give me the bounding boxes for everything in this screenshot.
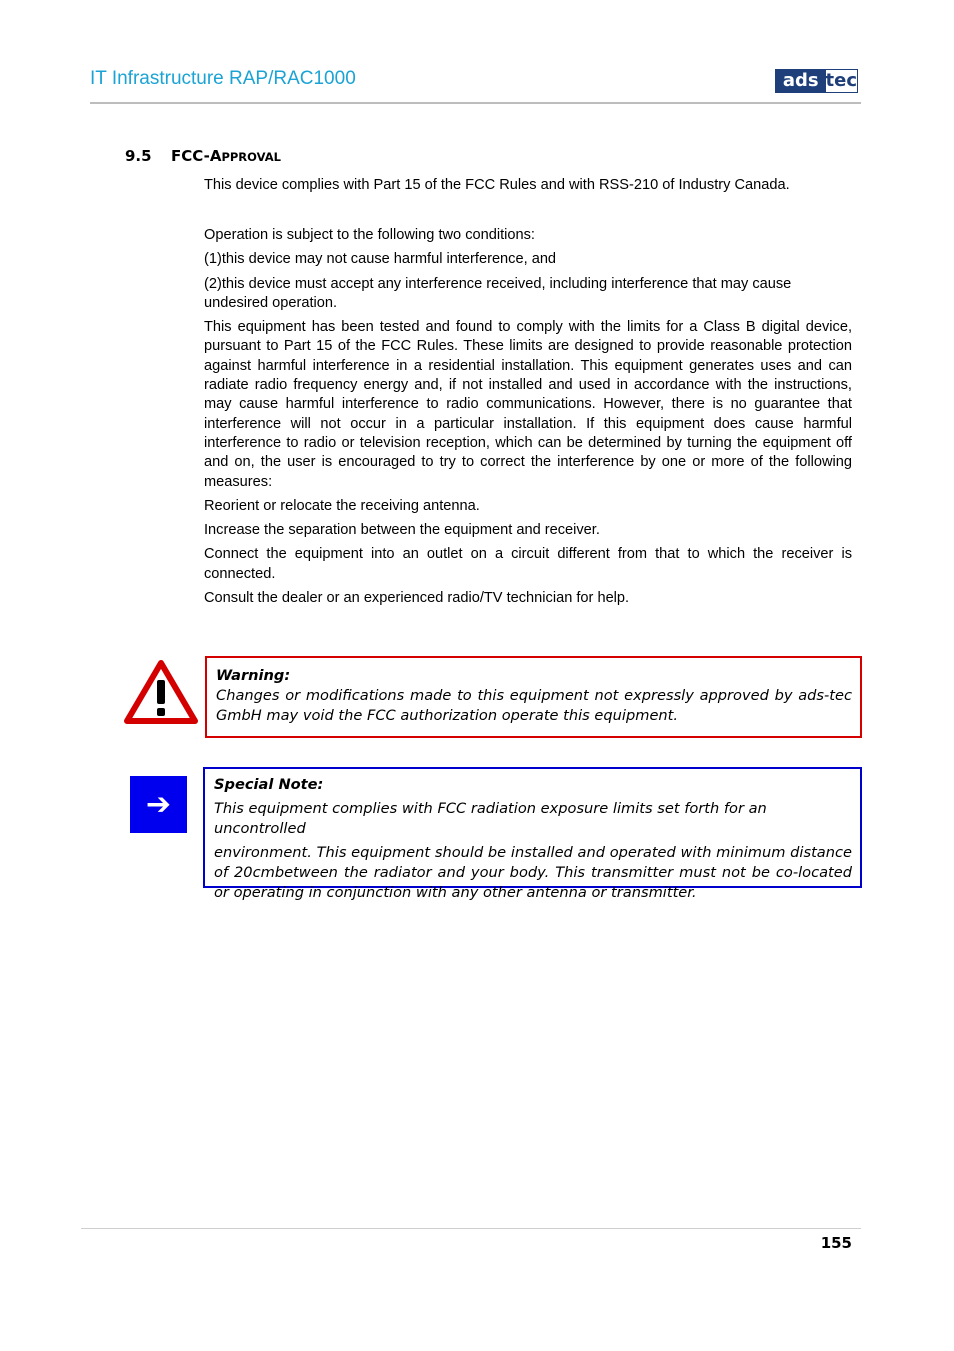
note-title: Special Note: <box>214 776 324 793</box>
condition-2: (2)this device must accept any interference received, including interference that may cause undesired operation. <box>204 275 792 311</box>
section-title-smallcaps: PPROVAL <box>221 150 281 164</box>
paragraph-text: This device complies with Part 15 of the FCC Rules and with RSS-210 of Industry Canada. <box>204 177 790 193</box>
conditions-block <box>204 226 852 608</box>
conditions-intro: Operation is subject to the following two conditions: <box>204 227 535 243</box>
measure-consult: Consult the dealer or an experienced radio/TV technician for help. <box>204 590 630 607</box>
condition-1: (1)this device may not cause harmful interference, and <box>204 251 557 268</box>
section-title-caps: FCC-A <box>171 147 222 165</box>
logo-part-tec: tec <box>825 70 857 91</box>
warning-triangle-icon <box>124 660 198 724</box>
paragraph-compliance <box>204 176 852 195</box>
ads-tec-logo <box>775 69 858 93</box>
warning-text: Changes or modifications made to this equipment not expressly approved by ads-tec GmbH may void the FCC authorization operate this equipment. <box>216 687 852 724</box>
arrow-right-icon: ➔ <box>130 776 187 833</box>
measure-separation: Increase the separation between the equipment and receiver. <box>204 522 600 539</box>
section-number: 9.5 <box>125 147 152 165</box>
special-note-box <box>203 767 862 901</box>
note-text: environment. This equipment should be installed and operated with minimum distance of 20cmbetween the radiator and your body. This transmitter must not be co-located or operating in conjunction with any other antenna or transmitter. <box>214 844 852 901</box>
section-heading <box>125 147 281 165</box>
footer-divider <box>81 1228 861 1229</box>
page-number: 155 <box>820 1234 852 1252</box>
header-divider <box>90 102 861 104</box>
warning-title: Warning: <box>216 667 291 684</box>
logo-part-ads: ads <box>776 70 826 92</box>
note-first-line: This equipment complies with FCC radiation exposure limits set forth for an uncontrolled <box>214 800 767 837</box>
measure-reorient: Reorient or relocate the receiving antenna. <box>204 497 480 514</box>
document-header-title: IT Infrastructure RAP/RAC1000 <box>90 68 356 89</box>
warning-box <box>205 656 862 738</box>
paragraph-class-b: This equipment has been tested and found to comply with the limits for a Class B digital device, pursuant to Part 15 of the FCC Rules. These limits are designed to provide reasonable protection against harmful interference in a residential installation. This equipment generates uses and can radiate radio frequency energy and, if not installed and used in accordance with the instructions, may cause harmful interference to radio communications. However, there is no guarantee that interference will not occur in a particular installation. If this equipment does cause harmful interference to radio or television reception, which can be determined by turning the equipment off and on, the user is encouraged to try to correct the interference by one or more of the following measures: <box>204 319 852 490</box>
measure-outlet: Connect the equipment into an outlet on a circuit different from that to which the receiver is connected. <box>204 546 852 582</box>
